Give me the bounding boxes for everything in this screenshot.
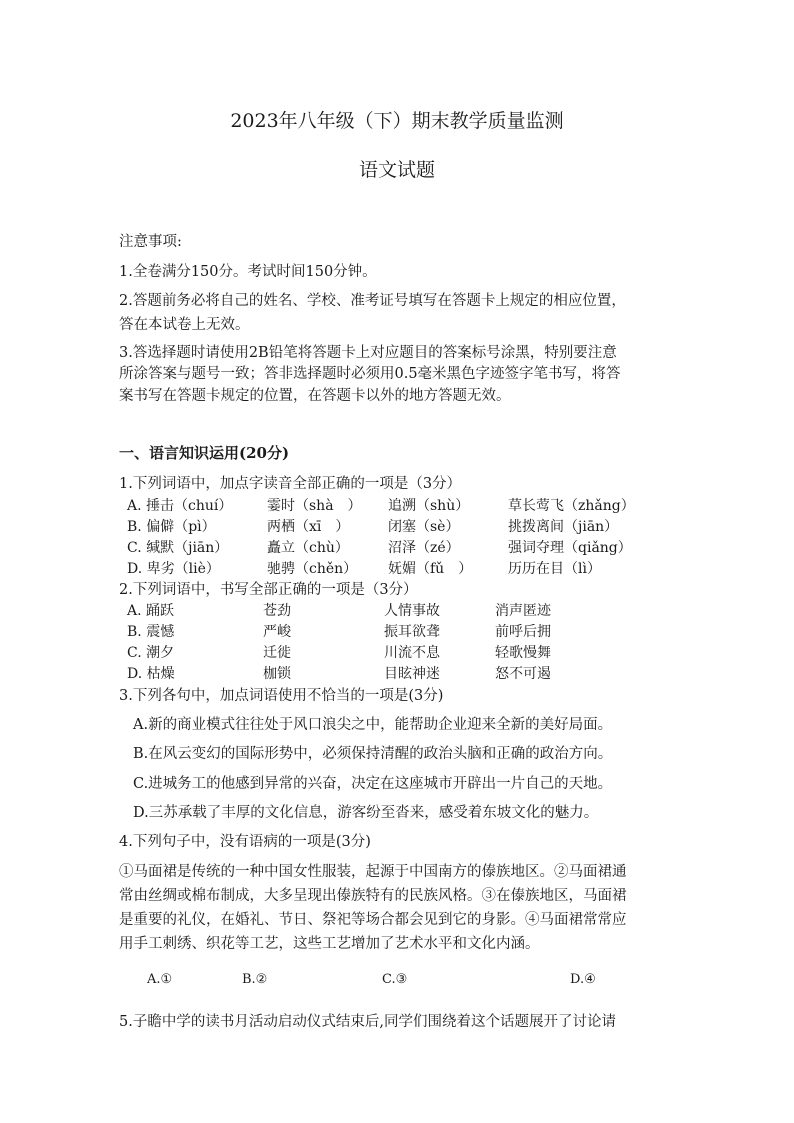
q1-option-b-3: 闭塞（sè） (388, 519, 460, 535)
q2-option-d-1: D. 枯燥 (127, 666, 175, 682)
notice-item-3-line-2: 所涂答案与题号一致；答非选择题时必须用0.5毫米黑色字迹签字笔书写，将答 (119, 366, 621, 382)
q4-option-c: C.③ (382, 972, 408, 987)
q1-option-b-4: 挑拨离间（jiān） (508, 519, 619, 535)
q4-passage-line-1: ①马面裙是传统的一种中国女性服装，起源于中国南方的傣族地区。②马面裙通 (119, 864, 627, 880)
q2-option-d-4: 怒不可遏 (495, 666, 551, 682)
exam-title: 2023年八年级（下）期末教学质量监测 (230, 110, 564, 132)
q1-option-a-3: 追溯（shù） (388, 498, 470, 514)
notice-item-2-line-1: 2.答题前务必将自己的姓名、学校、准考证号填写在答题卡上规定的相应位置， (119, 293, 626, 309)
q1-option-c-3: 沼泽（zé） (388, 540, 460, 556)
q1-option-a-2: 霎时（shà ） (267, 498, 362, 514)
q3-option-d: D.三苏承载了丰厚的文化信息，游客纷至沓来，感受着东坡文化的魅力。 (133, 805, 599, 821)
question-5-stem: 5.子瞻中学的读书月活动启动仪式结束后,同学们围绕着这个话题展开了讨论请 (119, 1014, 616, 1030)
q2-option-b-2: 严峻 (263, 624, 291, 640)
q1-option-c-2: 矗立（chù） (267, 540, 349, 556)
section-heading: 一、语言知识运用(20分) (119, 444, 290, 462)
notice-item-1: 1.全卷满分150分。考试时间150分钟。 (119, 264, 377, 280)
notice-item-3-line-3: 案书写在答题卡规定的位置，在答题卡以外的地方答题无效。 (119, 388, 511, 404)
q2-option-b-1: B. 震憾 (127, 624, 175, 640)
exam-subtitle: 语文试题 (358, 159, 435, 181)
notice-item-3-line-1: 3.答选择题时请使用2B铅笔将答题卡上对应题目的答案标号涂黑，特别要注意 (119, 345, 617, 361)
q2-option-a-3: 人情事故 (384, 603, 440, 619)
q1-option-d-2: 驰骋（chěn） (267, 561, 358, 577)
question-1-stem: 1.下列词语中，加点字读音全部正确的一项是（3分） (119, 476, 462, 492)
q4-option-a: A.① (147, 972, 173, 987)
q1-option-b-1: B. 偏僻（pì） (127, 519, 216, 535)
q2-option-d-2: 枷锁 (263, 666, 291, 682)
notice-heading: 注意事项: (119, 234, 182, 250)
q1-option-d-3: 妩媚（fǔ ） (388, 561, 473, 577)
q4-option-b: B.② (242, 972, 268, 987)
q2-option-b-3: 振耳欲聋 (384, 624, 440, 640)
q3-option-b: B.在风云变幻的国际形势中，必须保持清醒的政治头脑和正确的政治方向。 (133, 746, 613, 762)
q3-option-c: C.进城务工的他感到异常的兴奋，决定在这座城市开辟出一片自己的天地。 (133, 776, 613, 792)
q3-option-a: A.新的商业模式往往处于风口浪尖之中，能帮助企业迎来全新的美好局面。 (133, 717, 613, 733)
q2-option-a-1: A. 踊跃 (127, 603, 175, 619)
q2-option-a-2: 苍劲 (263, 603, 291, 619)
q1-option-a-1: A. 捶击（chuí） (127, 498, 233, 514)
q2-option-a-4: 消声匿迹 (495, 603, 551, 619)
q2-option-c-4: 轻歌慢舞 (495, 645, 551, 661)
q2-option-c-2: 迁徙 (263, 645, 291, 661)
q2-option-b-4: 前呼后拥 (495, 624, 551, 640)
notice-item-2-line-2: 答在本试卷上无效。 (119, 317, 250, 333)
q1-option-c-4: 强词夺理（qiǎng） (508, 540, 632, 556)
question-3-stem: 3.下列各句中，加点词语使用不恰当的一项是(3分) (119, 688, 444, 704)
q1-option-c-1: C. 缄默（jiān） (127, 540, 229, 556)
q1-option-b-2: 两栖（xī ） (267, 519, 350, 535)
question-2-stem: 2.下列词语中，书写全部正确的一项是（3分） (119, 582, 418, 598)
q2-option-d-3: 目眩神迷 (384, 666, 440, 682)
q4-option-d: D.④ (570, 972, 596, 987)
q4-passage-line-2: 常由丝绸或棉布制成，大多呈现出傣族特有的民族风格。③在傣族地区，马面裙 (119, 888, 627, 904)
q2-option-c-1: C. 潮夕 (127, 645, 175, 661)
q2-option-c-3: 川流不息 (384, 645, 440, 661)
q1-option-a-4: 草长莺飞（zhǎng） (508, 498, 635, 514)
q1-option-d-4: 历历在目（lì） (508, 561, 601, 577)
q1-option-d-1: D. 卑劣（liè） (127, 561, 220, 577)
q4-passage-line-4: 用手工刺绣、织花等工艺，这些工艺增加了艺术水平和文化内涵。 (119, 936, 540, 952)
q4-passage-line-3: 是重要的礼仪，在婚礼、节日、祭祀等场合都会见到它的身影。④马面裙常常应 (119, 912, 627, 928)
question-4-stem: 4.下列句子中，没有语病的一项是(3分) (119, 834, 371, 850)
